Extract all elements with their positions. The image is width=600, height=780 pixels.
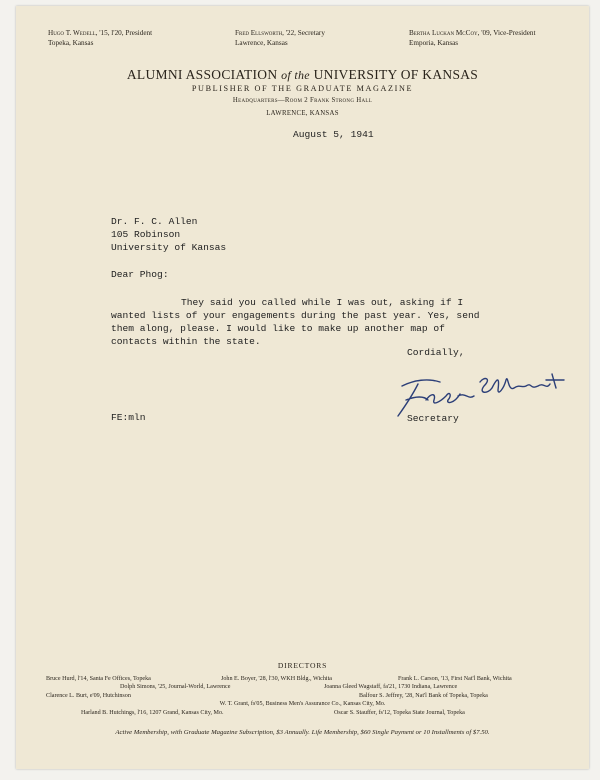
signer-title: Secretary — [407, 413, 459, 424]
director-entry: Clarence L. Burt, e'09, Hutchinson — [46, 693, 131, 699]
letterhead-city: LAWRENCE, KANSAS — [266, 110, 339, 117]
director-entry: Harland B. Hutchings, l'16, 1207 Grand, Kansas City, Mo. — [81, 710, 224, 716]
director-entry: Oscar S. Stauffer, fs'12, Topeka State Journal, Topeka — [334, 710, 465, 716]
letter-page — [16, 6, 589, 769]
officer-secretary: Fred Ellsworth, '22, Secretary Lawrence, Kansas — [235, 29, 325, 47]
letter-body: They said you called while I was out, asking if I wanted lists of your engagements during the past year. Yes, send them along, please. I would like to make up another map of contacts within the state. — [111, 297, 480, 347]
director-entry: Frank L. Carson, '13, First Nat'l Bank, Wichita — [398, 676, 512, 682]
director-entry: Joanna Gleed Wagstaff, fa'21, 1730 Indiana, Lawrence — [324, 684, 458, 690]
officer-president: Hugo T. Wedell, '15, l'20, President Topeka, Kansas — [48, 29, 153, 47]
director-entry: W. T. Grant, fs'05, Business Men's Assurance Co., Kansas City, Mo. — [219, 701, 386, 707]
director-entry: John E. Boyer, '28, l'30, WKH Bldg., Wichita — [221, 676, 332, 682]
letter-date: August 5, 1941 — [293, 129, 374, 140]
recipient-line: Dr. F. C. Allen — [111, 216, 198, 227]
recipient-line: 105 Robinson — [111, 229, 181, 240]
director-entry: Bruce Hurd, l'14, Santa Fe Offices, Topeka — [46, 676, 151, 682]
letterhead-subtitle: PUBLISHER OF THE GRADUATE MAGAZINE — [191, 84, 414, 93]
directors-heading: DIRECTORS — [277, 661, 328, 670]
reference-initials: FE:mln — [111, 412, 146, 423]
closing: Cordially, — [407, 347, 465, 358]
officer-vice-president: Bertha Luckan McCoy, '09, Vice-President Emporia, Kansas — [409, 29, 536, 47]
director-entry: Dolph Simons, '25, Journal-World, Lawrence — [120, 684, 231, 690]
director-entry: Balfour S. Jeffrey, '28, Nat'l Bank of Topeka, Topeka — [359, 693, 488, 699]
membership-note: Active Membership, with Graduate Magazine Subscription, $3 Annually. Life Membership, $60 Single Payment or 10 Installments of $7.50. — [115, 729, 490, 736]
recipient-address — [111, 215, 226, 254]
salutation: Dear Phog: — [111, 269, 169, 280]
recipient-line: University of Kansas — [111, 242, 227, 253]
letterhead-headquarters: Headquarters—Room 2 Frank Strong Hall — [232, 97, 373, 104]
letterhead-title: ALUMNI ASSOCIATION of the UNIVERSITY OF KANSAS — [126, 67, 479, 82]
